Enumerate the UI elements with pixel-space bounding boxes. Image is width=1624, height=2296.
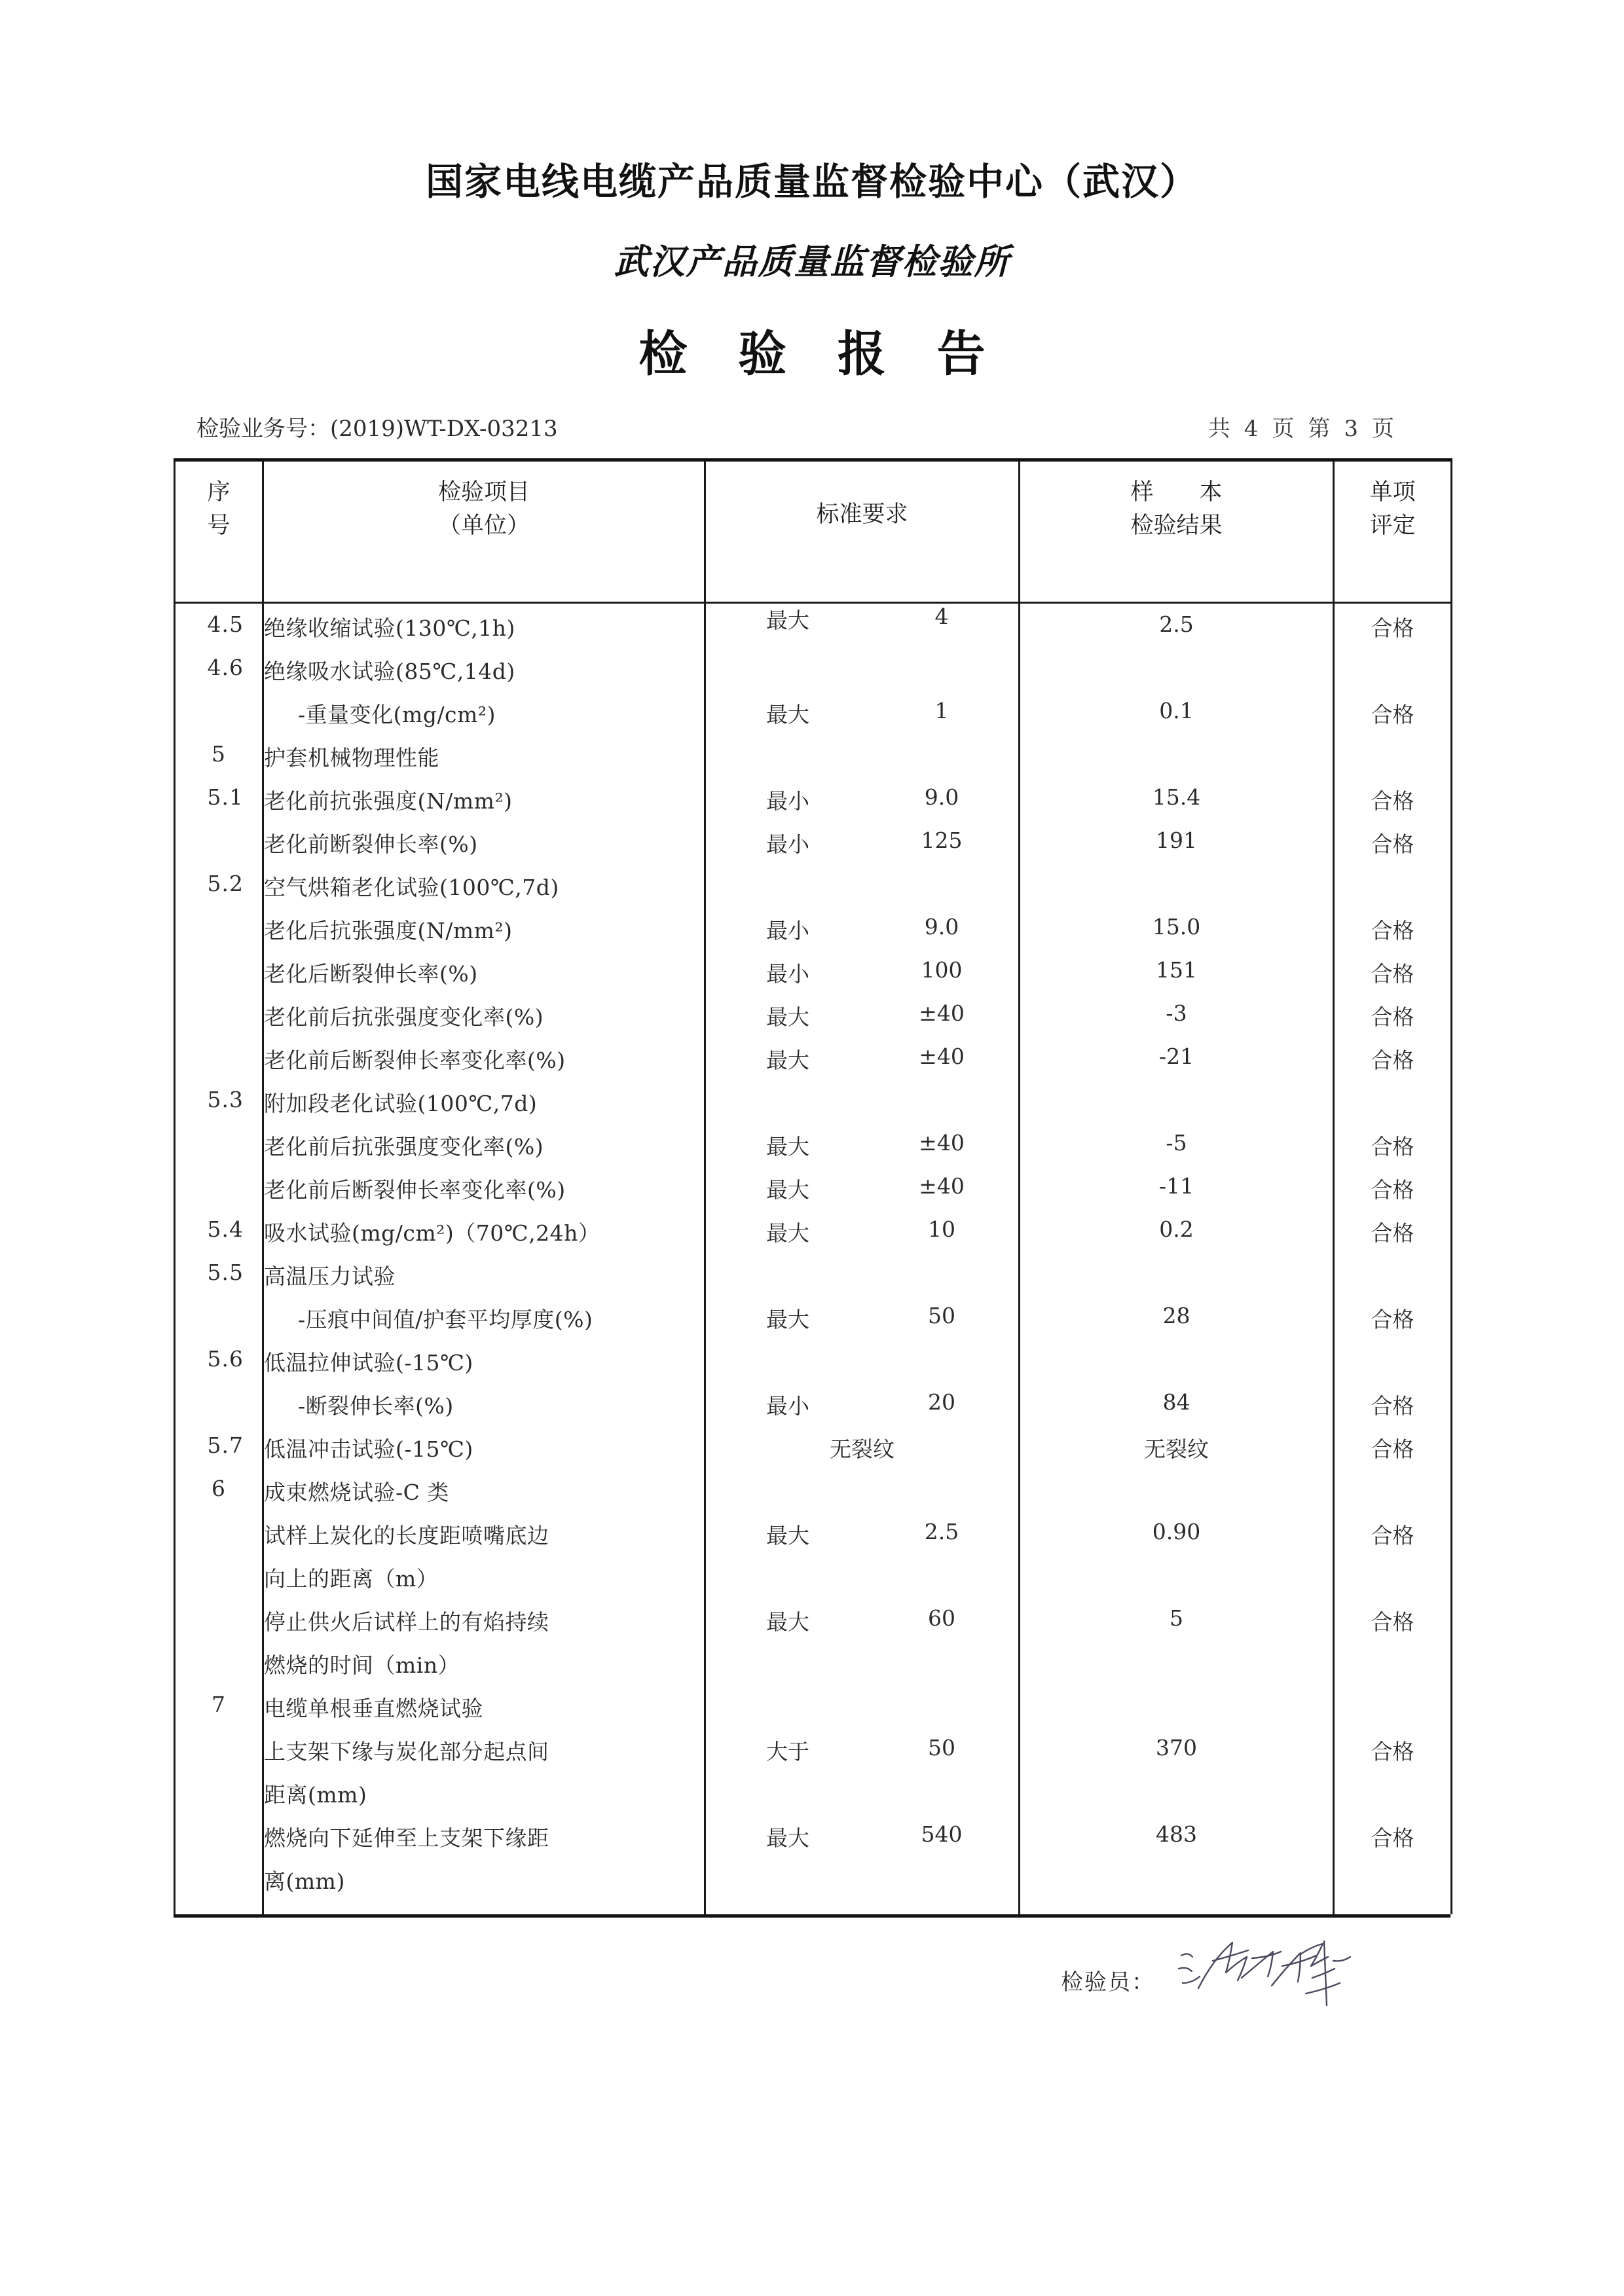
cell-sample-result: -5 [1020, 1130, 1334, 1173]
standard-requirement-value: 1 [934, 698, 949, 723]
table-row [175, 871, 1452, 914]
standard-requirement-value: 10 [928, 1216, 955, 1242]
cell-evaluation: 合格 [1334, 784, 1452, 828]
cell-evaluation: 合格 [1334, 1432, 1452, 1476]
cell-test-item: -压痕中间值/护套平均厚度(%) [263, 1303, 705, 1346]
cell-standard-requirement [705, 1692, 1020, 1735]
table-row [175, 1865, 1452, 1914]
standard-requirement-value: 50 [928, 1735, 955, 1760]
cell-sample-result [1020, 1346, 1334, 1389]
cell-test-item: 附加段老化试验(100℃,7d) [263, 1087, 705, 1130]
standard-requirement-value: 125 [921, 828, 963, 853]
cell-standard-requirement [705, 1044, 1020, 1087]
cell-serial-number [175, 1173, 263, 1216]
standard-requirement-label: 最大 [766, 1177, 809, 1203]
table-row [175, 603, 1452, 655]
table-row [175, 1346, 1452, 1389]
cell-test-item: 试样上炭化的长度距喷嘴底边 [263, 1519, 705, 1562]
standard-requirement-value: 20 [928, 1389, 955, 1415]
standard-requirement-label: 最小 [766, 788, 809, 814]
cell-evaluation [1334, 1346, 1452, 1389]
cell-sample-result [1020, 1260, 1334, 1303]
cell-sample-result: 15.0 [1020, 914, 1334, 957]
table-row [175, 655, 1452, 698]
cell-serial-number [175, 1778, 263, 1821]
total-pages-unit: 页 [1272, 416, 1295, 442]
cell-evaluation: 合格 [1334, 1519, 1452, 1562]
cell-standard-requirement [705, 1735, 1020, 1778]
standard-requirement-label: 最大 [766, 1523, 809, 1548]
standard-requirement-text: 无裂纹 [830, 1436, 895, 1462]
standard-requirement-label: 最大 [766, 1825, 809, 1851]
table-row [175, 1605, 1452, 1649]
cell-test-item: 低温冲击试验(-15℃) [263, 1432, 705, 1476]
cell-sample-result [1020, 655, 1334, 698]
cell-sample-result: 0.90 [1020, 1519, 1334, 1562]
cell-serial-number [175, 914, 263, 957]
cell-serial-number: 5 [175, 741, 263, 784]
standard-requirement-value: ±40 [919, 1000, 965, 1026]
cell-standard-requirement [705, 741, 1020, 784]
cell-evaluation [1334, 1260, 1452, 1303]
cell-standard-requirement [705, 1519, 1020, 1562]
cell-sample-result: 0.1 [1020, 698, 1334, 741]
cell-sample-result: 191 [1020, 828, 1334, 871]
cell-serial-number [175, 1865, 263, 1914]
cell-test-item: 高温压力试验 [263, 1260, 705, 1303]
cell-serial-number [175, 1649, 263, 1692]
cell-test-item: 老化前抗张强度(N/mm²) [263, 784, 705, 828]
cell-standard-requirement [705, 1778, 1020, 1821]
cell-sample-result [1020, 1562, 1334, 1605]
table-bottom-border [174, 1914, 1450, 1918]
cell-test-item: 老化前后抗张强度变化率(%) [263, 1000, 705, 1044]
report-meta-row [196, 410, 1441, 443]
cell-evaluation: 合格 [1334, 1821, 1452, 1865]
cell-standard-requirement [705, 957, 1020, 1000]
cell-evaluation: 合格 [1334, 1173, 1452, 1216]
cell-evaluation: 合格 [1334, 1735, 1452, 1778]
cell-test-item: 老化后抗张强度(N/mm²) [263, 914, 705, 957]
table-row [175, 1821, 1452, 1865]
cell-serial-number [175, 1389, 263, 1432]
cell-serial-number: 5.4 [175, 1216, 263, 1260]
standard-requirement-label: 最大 [766, 608, 809, 633]
cell-serial-number: 5.6 [175, 1346, 263, 1389]
standard-requirement-value: ±40 [919, 1044, 965, 1069]
inspector-label: 检验员： [1061, 1969, 1155, 1995]
cell-standard-requirement [705, 1260, 1020, 1303]
standard-requirement-label: 最小 [766, 918, 809, 943]
cell-standard-requirement [705, 784, 1020, 828]
cell-sample-result: 483 [1020, 1821, 1334, 1865]
table-row [175, 1692, 1452, 1735]
cell-test-item: 电缆单根垂直燃烧试验 [263, 1692, 705, 1735]
standard-requirement-label: 大于 [766, 1739, 809, 1764]
table-row [175, 914, 1452, 957]
cell-standard-requirement [705, 1432, 1020, 1476]
cell-standard-requirement [705, 1087, 1020, 1130]
cell-evaluation: 合格 [1334, 1303, 1452, 1346]
cell-standard-requirement [705, 1562, 1020, 1605]
cell-test-item: 低温拉伸试验(-15℃) [263, 1346, 705, 1389]
standard-requirement-value: 2.5 [924, 1519, 959, 1544]
table-header [175, 460, 1452, 603]
organization-title: 国家电线电缆产品质量监督检验中心（武汉） [426, 160, 1198, 204]
cell-evaluation: 合格 [1334, 1605, 1452, 1649]
cell-sample-result: -3 [1020, 1000, 1334, 1044]
cell-evaluation [1334, 1778, 1452, 1821]
cell-sample-result: 84 [1020, 1389, 1334, 1432]
cell-serial-number: 5.3 [175, 1087, 263, 1130]
column-header-标准要求: 标准要求 [705, 460, 1020, 603]
table-row [175, 1735, 1452, 1778]
cell-sample-result [1020, 1649, 1334, 1692]
cell-sample-result [1020, 1778, 1334, 1821]
table-row [175, 1260, 1452, 1303]
table-row [175, 784, 1452, 828]
business-number [196, 410, 558, 443]
table-row [175, 1173, 1452, 1216]
table-row [175, 1778, 1452, 1821]
cell-sample-result: -21 [1020, 1044, 1334, 1087]
cell-serial-number: 6 [175, 1476, 263, 1519]
column-header-序号: 序 号 [175, 460, 263, 603]
cell-serial-number: 5.1 [175, 784, 263, 828]
cell-serial-number [175, 1605, 263, 1649]
cell-sample-result [1020, 741, 1334, 784]
cell-evaluation [1334, 1087, 1452, 1130]
column-header-单项评定: 单项 评定 [1334, 460, 1452, 603]
current-page-unit: 页 [1372, 416, 1395, 442]
inspection-results-table [174, 458, 1452, 1914]
cell-serial-number [175, 1519, 263, 1562]
cell-test-item: 老化前断裂伸长率(%) [263, 828, 705, 871]
table-row [175, 1389, 1452, 1432]
cell-sample-result [1020, 1087, 1334, 1130]
cell-standard-requirement [705, 655, 1020, 698]
cell-test-item: -断裂伸长率(%) [263, 1389, 705, 1432]
cell-evaluation: 合格 [1334, 603, 1452, 655]
cell-test-item: 老化前后抗张强度变化率(%) [263, 1130, 705, 1173]
cell-test-item: 成束燃烧试验-C 类 [263, 1476, 705, 1519]
cell-test-item: 吸水试验(mg/cm²)（70℃,24h） [263, 1216, 705, 1260]
cell-standard-requirement [705, 1605, 1020, 1649]
cell-evaluation: 合格 [1334, 1389, 1452, 1432]
cell-evaluation: 合格 [1334, 1000, 1452, 1044]
cell-sample-result: 28 [1020, 1303, 1334, 1346]
cell-test-item: 停止供火后试样上的有焰持续 [263, 1605, 705, 1649]
standard-requirement-value: ±40 [919, 1130, 965, 1156]
standard-requirement-label: 最大 [766, 1004, 809, 1030]
cell-serial-number [175, 828, 263, 871]
table-row [175, 1044, 1452, 1087]
cell-test-item: 距离(mm) [263, 1778, 705, 1821]
cell-serial-number: 4.5 [175, 603, 263, 655]
cell-sample-result: 15.4 [1020, 784, 1334, 828]
standard-requirement-label: 最大 [766, 1220, 809, 1246]
table-body [175, 603, 1452, 1915]
cell-serial-number: 4.6 [175, 655, 263, 698]
cell-sample-result [1020, 1692, 1334, 1735]
cell-standard-requirement [705, 828, 1020, 871]
cell-test-item: 上支架下缘与炭化部分起点间 [263, 1735, 705, 1778]
cell-test-item: 燃烧向下延伸至上支架下缘距 [263, 1821, 705, 1865]
inspection-results-table-wrap [174, 458, 1450, 1914]
standard-requirement-label: 最小 [766, 1393, 809, 1419]
cell-test-item: 老化前后断裂伸长率变化率(%) [263, 1044, 705, 1087]
cell-serial-number [175, 1562, 263, 1605]
standard-requirement-value: 9.0 [924, 784, 959, 810]
table-row [175, 1649, 1452, 1692]
cell-sample-result: 0.2 [1020, 1216, 1334, 1260]
table-row [175, 1216, 1452, 1260]
cell-evaluation: 合格 [1334, 1044, 1452, 1087]
table-row [175, 1000, 1452, 1044]
cell-sample-result [1020, 1865, 1334, 1914]
cell-evaluation [1334, 1562, 1452, 1605]
cell-standard-requirement [705, 1130, 1020, 1173]
table-row [175, 1562, 1452, 1605]
table-row [175, 1519, 1452, 1562]
cell-serial-number: 7 [175, 1692, 263, 1735]
cell-test-item: 向上的距离（m） [263, 1562, 705, 1605]
cell-test-item: 老化后断裂伸长率(%) [263, 957, 705, 1000]
standard-requirement-label: 最大 [766, 1048, 809, 1073]
cell-sample-result [1020, 1476, 1334, 1519]
cell-serial-number [175, 1821, 263, 1865]
cell-serial-number [175, 1000, 263, 1044]
cell-standard-requirement [705, 914, 1020, 957]
standard-requirement-label: 最大 [766, 702, 809, 727]
table-row [175, 1432, 1452, 1476]
cell-sample-result [1020, 871, 1334, 914]
table-header-row [175, 460, 1452, 603]
cell-serial-number: 5.5 [175, 1260, 263, 1303]
cell-standard-requirement [705, 1389, 1020, 1432]
cell-serial-number [175, 1130, 263, 1173]
total-pages-prefix: 共 [1208, 416, 1231, 442]
cell-standard-requirement [705, 1000, 1020, 1044]
column-header-样本检验结果: 样 本 检验结果 [1020, 460, 1334, 603]
total-pages-value: 4 [1244, 416, 1259, 442]
cell-standard-requirement [705, 698, 1020, 741]
cell-serial-number [175, 698, 263, 741]
standard-requirement-value: 100 [921, 957, 963, 983]
cell-test-item: 老化前后断裂伸长率变化率(%) [263, 1173, 705, 1216]
cell-evaluation: 合格 [1334, 698, 1452, 741]
cell-evaluation: 合格 [1334, 1216, 1452, 1260]
standard-requirement-value: 9.0 [924, 914, 959, 939]
organization-subtitle: 武汉产品质量监督检验所 [614, 242, 1010, 282]
cell-standard-requirement [705, 1821, 1020, 1865]
cell-evaluation [1334, 1865, 1452, 1914]
table-row [175, 1130, 1452, 1173]
cell-test-item: 绝缘收缩试验(130℃,1h) [263, 603, 705, 655]
cell-standard-requirement [705, 1346, 1020, 1389]
table-row [175, 828, 1452, 871]
cell-evaluation [1334, 741, 1452, 784]
cell-serial-number: 5.2 [175, 871, 263, 914]
cell-test-item: 空气烘箱老化试验(100℃,7d) [263, 871, 705, 914]
standard-requirement-label: 最大 [766, 1307, 809, 1332]
standard-requirement-label: 最大 [766, 1134, 809, 1159]
table-row [175, 1087, 1452, 1130]
standard-requirement-value: 4 [934, 604, 949, 629]
cell-test-item: 离(mm) [263, 1865, 705, 1914]
cell-evaluation [1334, 655, 1452, 698]
cell-test-item: 燃烧的时间（min） [263, 1649, 705, 1692]
cell-standard-requirement [705, 1303, 1020, 1346]
cell-standard-requirement [705, 1649, 1020, 1692]
cell-standard-requirement [705, 1865, 1020, 1914]
column-header-检验项目: 检验项目 （单位） [263, 460, 705, 603]
page-indicator [1202, 410, 1401, 443]
cell-evaluation: 合格 [1334, 1130, 1452, 1173]
cell-evaluation [1334, 1692, 1452, 1735]
standard-requirement-value: 540 [921, 1821, 963, 1847]
table-row [175, 698, 1452, 741]
cell-evaluation [1334, 1476, 1452, 1519]
cell-serial-number [175, 957, 263, 1000]
cell-standard-requirement [705, 1216, 1020, 1260]
cell-test-item: 绝缘吸水试验(85℃,14d) [263, 655, 705, 698]
cell-standard-requirement [705, 871, 1020, 914]
cell-sample-result: 151 [1020, 957, 1334, 1000]
cell-standard-requirement [705, 603, 1020, 655]
cell-evaluation [1334, 1649, 1452, 1692]
current-page-value: 3 [1344, 416, 1359, 442]
table-row [175, 1476, 1452, 1519]
cell-serial-number: 5.7 [175, 1432, 263, 1476]
cell-serial-number [175, 1303, 263, 1346]
standard-requirement-label: 最小 [766, 961, 809, 987]
standard-requirement-label: 最大 [766, 1609, 809, 1635]
cell-serial-number [175, 1735, 263, 1778]
standard-requirement-value: ±40 [919, 1173, 965, 1199]
cell-evaluation: 合格 [1334, 957, 1452, 1000]
table-row [175, 957, 1452, 1000]
cell-test-item: -重量变化(mg/cm²) [263, 698, 705, 741]
cell-standard-requirement [705, 1476, 1020, 1519]
inspector-line [1061, 1964, 1155, 1996]
standard-requirement-value: 50 [928, 1303, 955, 1328]
cell-evaluation: 合格 [1334, 914, 1452, 957]
cell-standard-requirement [705, 1173, 1020, 1216]
inspector-signature [1172, 1915, 1362, 2013]
cell-sample-result: 5 [1020, 1605, 1334, 1649]
cell-test-item: 护套机械物理性能 [263, 741, 705, 784]
standard-requirement-value: 60 [928, 1605, 955, 1631]
cell-sample-result: 无裂纹 [1020, 1432, 1334, 1476]
cell-evaluation: 合格 [1334, 828, 1452, 871]
business-number-label: 检验业务号： [196, 416, 330, 442]
business-number-value: (2019)WT-DX-03213 [330, 416, 558, 442]
cell-sample-result: -11 [1020, 1173, 1334, 1216]
page-title: 检 验 报 告 [638, 326, 1003, 382]
standard-requirement-label: 最小 [766, 831, 809, 857]
table-row [175, 1303, 1452, 1346]
cell-evaluation [1334, 871, 1452, 914]
current-page-prefix: 第 [1308, 416, 1331, 442]
cell-serial-number [175, 1044, 263, 1087]
cell-sample-result: 2.5 [1020, 603, 1334, 655]
table-row [175, 741, 1452, 784]
cell-sample-result: 370 [1020, 1735, 1334, 1778]
